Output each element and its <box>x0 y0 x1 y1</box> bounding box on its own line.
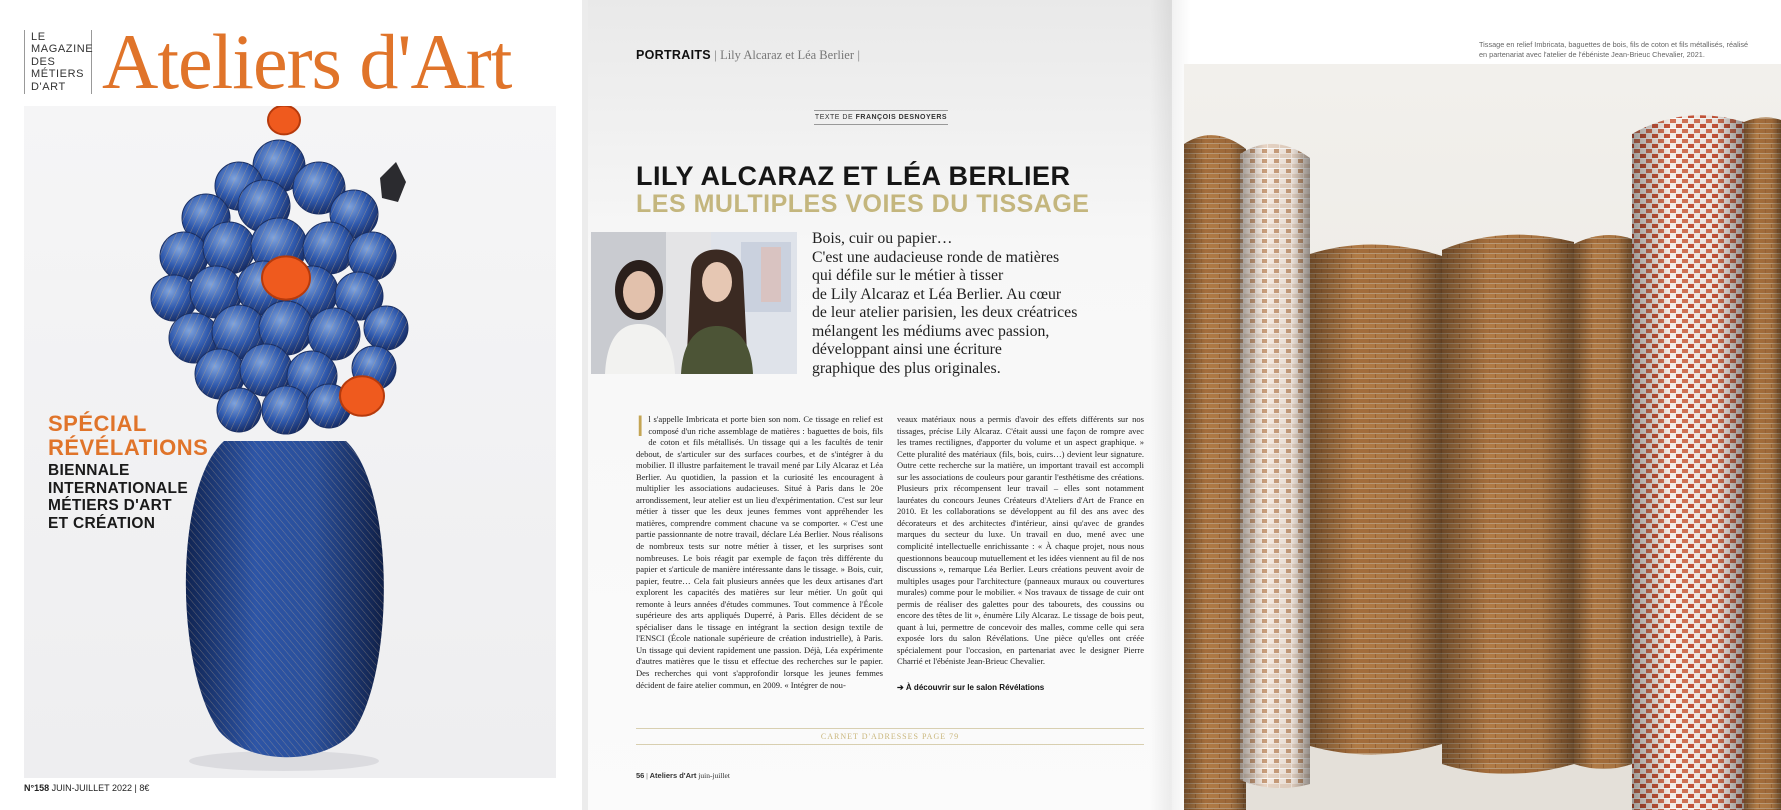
artists-portrait-photo <box>591 232 797 374</box>
woven-ball-texture <box>217 388 261 432</box>
orange-cup <box>340 376 384 416</box>
issue-date: JUIN-JUILLET 2022 <box>51 783 133 793</box>
headline-line: MÉTIERS D'ART <box>48 497 172 514</box>
tagline-line: DES <box>31 55 56 68</box>
discover-note: ➔ À découvrir sur le salon Révélations <box>897 683 1045 693</box>
tagline-line: LE <box>31 30 46 43</box>
woven-sculpture-photo <box>1184 64 1781 810</box>
issue-price: 8€ <box>139 783 150 793</box>
woven-ball-texture <box>262 386 310 434</box>
rubric-names: Lily Alcaraz et Léa Berlier <box>720 48 855 62</box>
rubric-divider: | <box>857 48 861 62</box>
page-number: 56 <box>636 771 645 780</box>
issue-number: N°158 <box>24 783 50 793</box>
rubric-label: PORTRAITS <box>636 48 711 62</box>
byline-prefix: TEXTE DE <box>814 114 854 121</box>
section-rubric <box>636 48 860 63</box>
headline-special <box>48 412 208 460</box>
article-body <box>636 410 1144 694</box>
cover-headline <box>48 412 208 532</box>
byline <box>814 110 948 125</box>
tagline-line: MÉTIERS <box>31 68 85 81</box>
dark-crystal <box>380 162 406 202</box>
magazine-logo: Ateliers d'Art <box>102 18 512 105</box>
cover-masthead <box>24 18 512 105</box>
headline-line: BIENNALE <box>48 462 130 479</box>
tagline-line: D'ART <box>31 80 66 93</box>
folio-magazine: Ateliers d'Art <box>649 771 697 780</box>
headline-line: SPÉCIAL <box>48 411 147 436</box>
portrait-image <box>591 232 797 374</box>
woven-ball-texture <box>364 306 408 350</box>
column-text: l s'appelle Imbricata et porte bien son nom. Ce tissage en relief est composé d'un riche assemblage de matières : baguettes de bois, fils de coton et fils métallisés. Un tissage qui a les facultés de tenir debout, de s'articuler sur des surfaces courbes, et de s'intégrer à du mobilier. Il illustre parfaitement le travail mené par Lily Alcaraz et Léa Berlier. Au quotidien, la passion et la curiosité les encouragent à multiplier les associations audacieuses. Situé à Paris dans le 20e arrondissement, leur atelier est un lieu d'expérimentation. C'est sur leur métier à tisser que les deux jeunes femmes vont appréhender les matières, comprendre comment chacune va se comporter. « C'est une partie passionnante de notre travail, déclare Léa Berlier. Nous réalisons de nombreux tests sur notre métier à tisser, et les surprises sont nombreuses. Le bois réagit par exemple de façon très différente du papier et s'articule de manière intéressante dans le tissage. » Bois, cuir, papier, feutre… Cela fait plusieurs années que les deux artisanes d'art explorent les capacités des matières sur leur métier. Un goût qui remonte à leurs années d'études communes. Tout commence à l'École supérieure des arts appliqués Duperré, à Paris. Elles décident de se spécialiser dans le tissage en intégrant la section design textile de l'ENSCI (École nationale supérieure de création industrielle), à Paris. Un tissage qui devient rapidement une passion. Déjà, Léa expérimente d'autres matières que le tissu et effectue des recherches sur le papier. Des recherches qui vont s'approfondir lorsque les jeunes femmes décident de faire atelier commun, en 2009. « Intégrer de nou- <box>636 414 883 690</box>
article-subtitle: LES MULTIPLES VOIES DU TISSAGE <box>636 190 1090 218</box>
divider: | <box>134 783 137 793</box>
address-book-reference: CARNET D'ADRESSES PAGE 79 <box>636 728 1144 745</box>
rubric-divider: | <box>714 48 721 62</box>
tagline-line: MAGAZINE <box>31 43 94 56</box>
headline-subtitle <box>48 462 208 532</box>
article-column-2 <box>897 414 1144 694</box>
orange-cup <box>268 106 300 134</box>
headline-line: ET CRÉATION <box>48 514 156 532</box>
article-page <box>588 0 1172 810</box>
drop-cap: I <box>636 410 645 443</box>
magazine-cover <box>0 0 582 810</box>
article-intro: Bois, cuir ou papier… C'est une audacieuse ronde de matières qui défile sur le métier à tisser de Lily Alcaraz et Léa Berlier. Au cœur de leur atelier parisien, les deux créatrices mélangent les médiums avec passion, développant ainsi une écriture graphique des plus originales. <box>812 230 1078 377</box>
byline-author: FRANÇOIS DESNOYERS <box>855 114 948 121</box>
headline-line: RÉVÉLATIONS <box>48 435 209 460</box>
article-column-1 <box>636 410 883 694</box>
photo-caption: Tissage en relief Imbricata, baguettes de bois, fils de coton et fils métallisés, réalisé en partenariat avec l'atelier de l'ébéniste Jean-Brieuc Chevalier, 2021. <box>1479 40 1749 59</box>
orange-cup <box>262 256 310 299</box>
column-text: veaux matériaux nous a permis d'avoir des effets différents sur nos tissages, précise Lily Alcaraz. C'était aussi une façon de rompre avec les trames rectilignes, d'apporter du volume et un aspect graphique. » Cette pluralité des matériaux (fils, bois, cuirs…) devient leur signature. Outre cette recherche sur la matière, un important travail est accompli sur les associations de couleurs pour garantir l'esthétisme des créations. Plusieurs prix récompensent leur travail – elles sont notamment lauréates du concours Jeunes Créateurs d'Ateliers d'Art de France en 2010. Et les collaborations se développent au fil des ans avec des décorateurs et des architectes d'intérieur, ainsi qu'avec de grandes marques du secteur du luxe. Un travail en duo, mené avec une complicité intellectuelle enrichissante : « À chaque projet, nous nous questionnons beaucoup mutuellement et les idées viennent au fil de nos discussions », remarque Léa Berlier. Leurs créations peuvent avoir de multiples usages pour l'architecture (panneaux muraux ou couvertures murales) comme pour le mobilier. « Nos travaux de tissage de cuir ont permis de réaliser des galettes pour des tabourets, des coussins ou encore des têtes de lit », énumère Lily Alcaraz. Le tissage de bois peut, quant à lui, permettre de concevoir des malles, comme celle qui sera exposée lors du salon Révélations. Une pièce qu'elles ont créée spécialement pour l'occasion, en partenariat avec le designer Pierre Charrié et l'ébéniste Jean-Brieuc Chevalier. <box>897 414 1144 667</box>
cover-issue-info <box>24 783 149 793</box>
page-folio <box>636 771 730 780</box>
article-title: LILY ALCARAZ ET LÉA BERLIER <box>636 161 1071 191</box>
divider: | <box>646 771 650 780</box>
headline-line: INTERNATIONALE <box>48 479 188 497</box>
magazine-tagline <box>24 30 92 94</box>
folio-issue: juin-juillet <box>698 771 730 780</box>
